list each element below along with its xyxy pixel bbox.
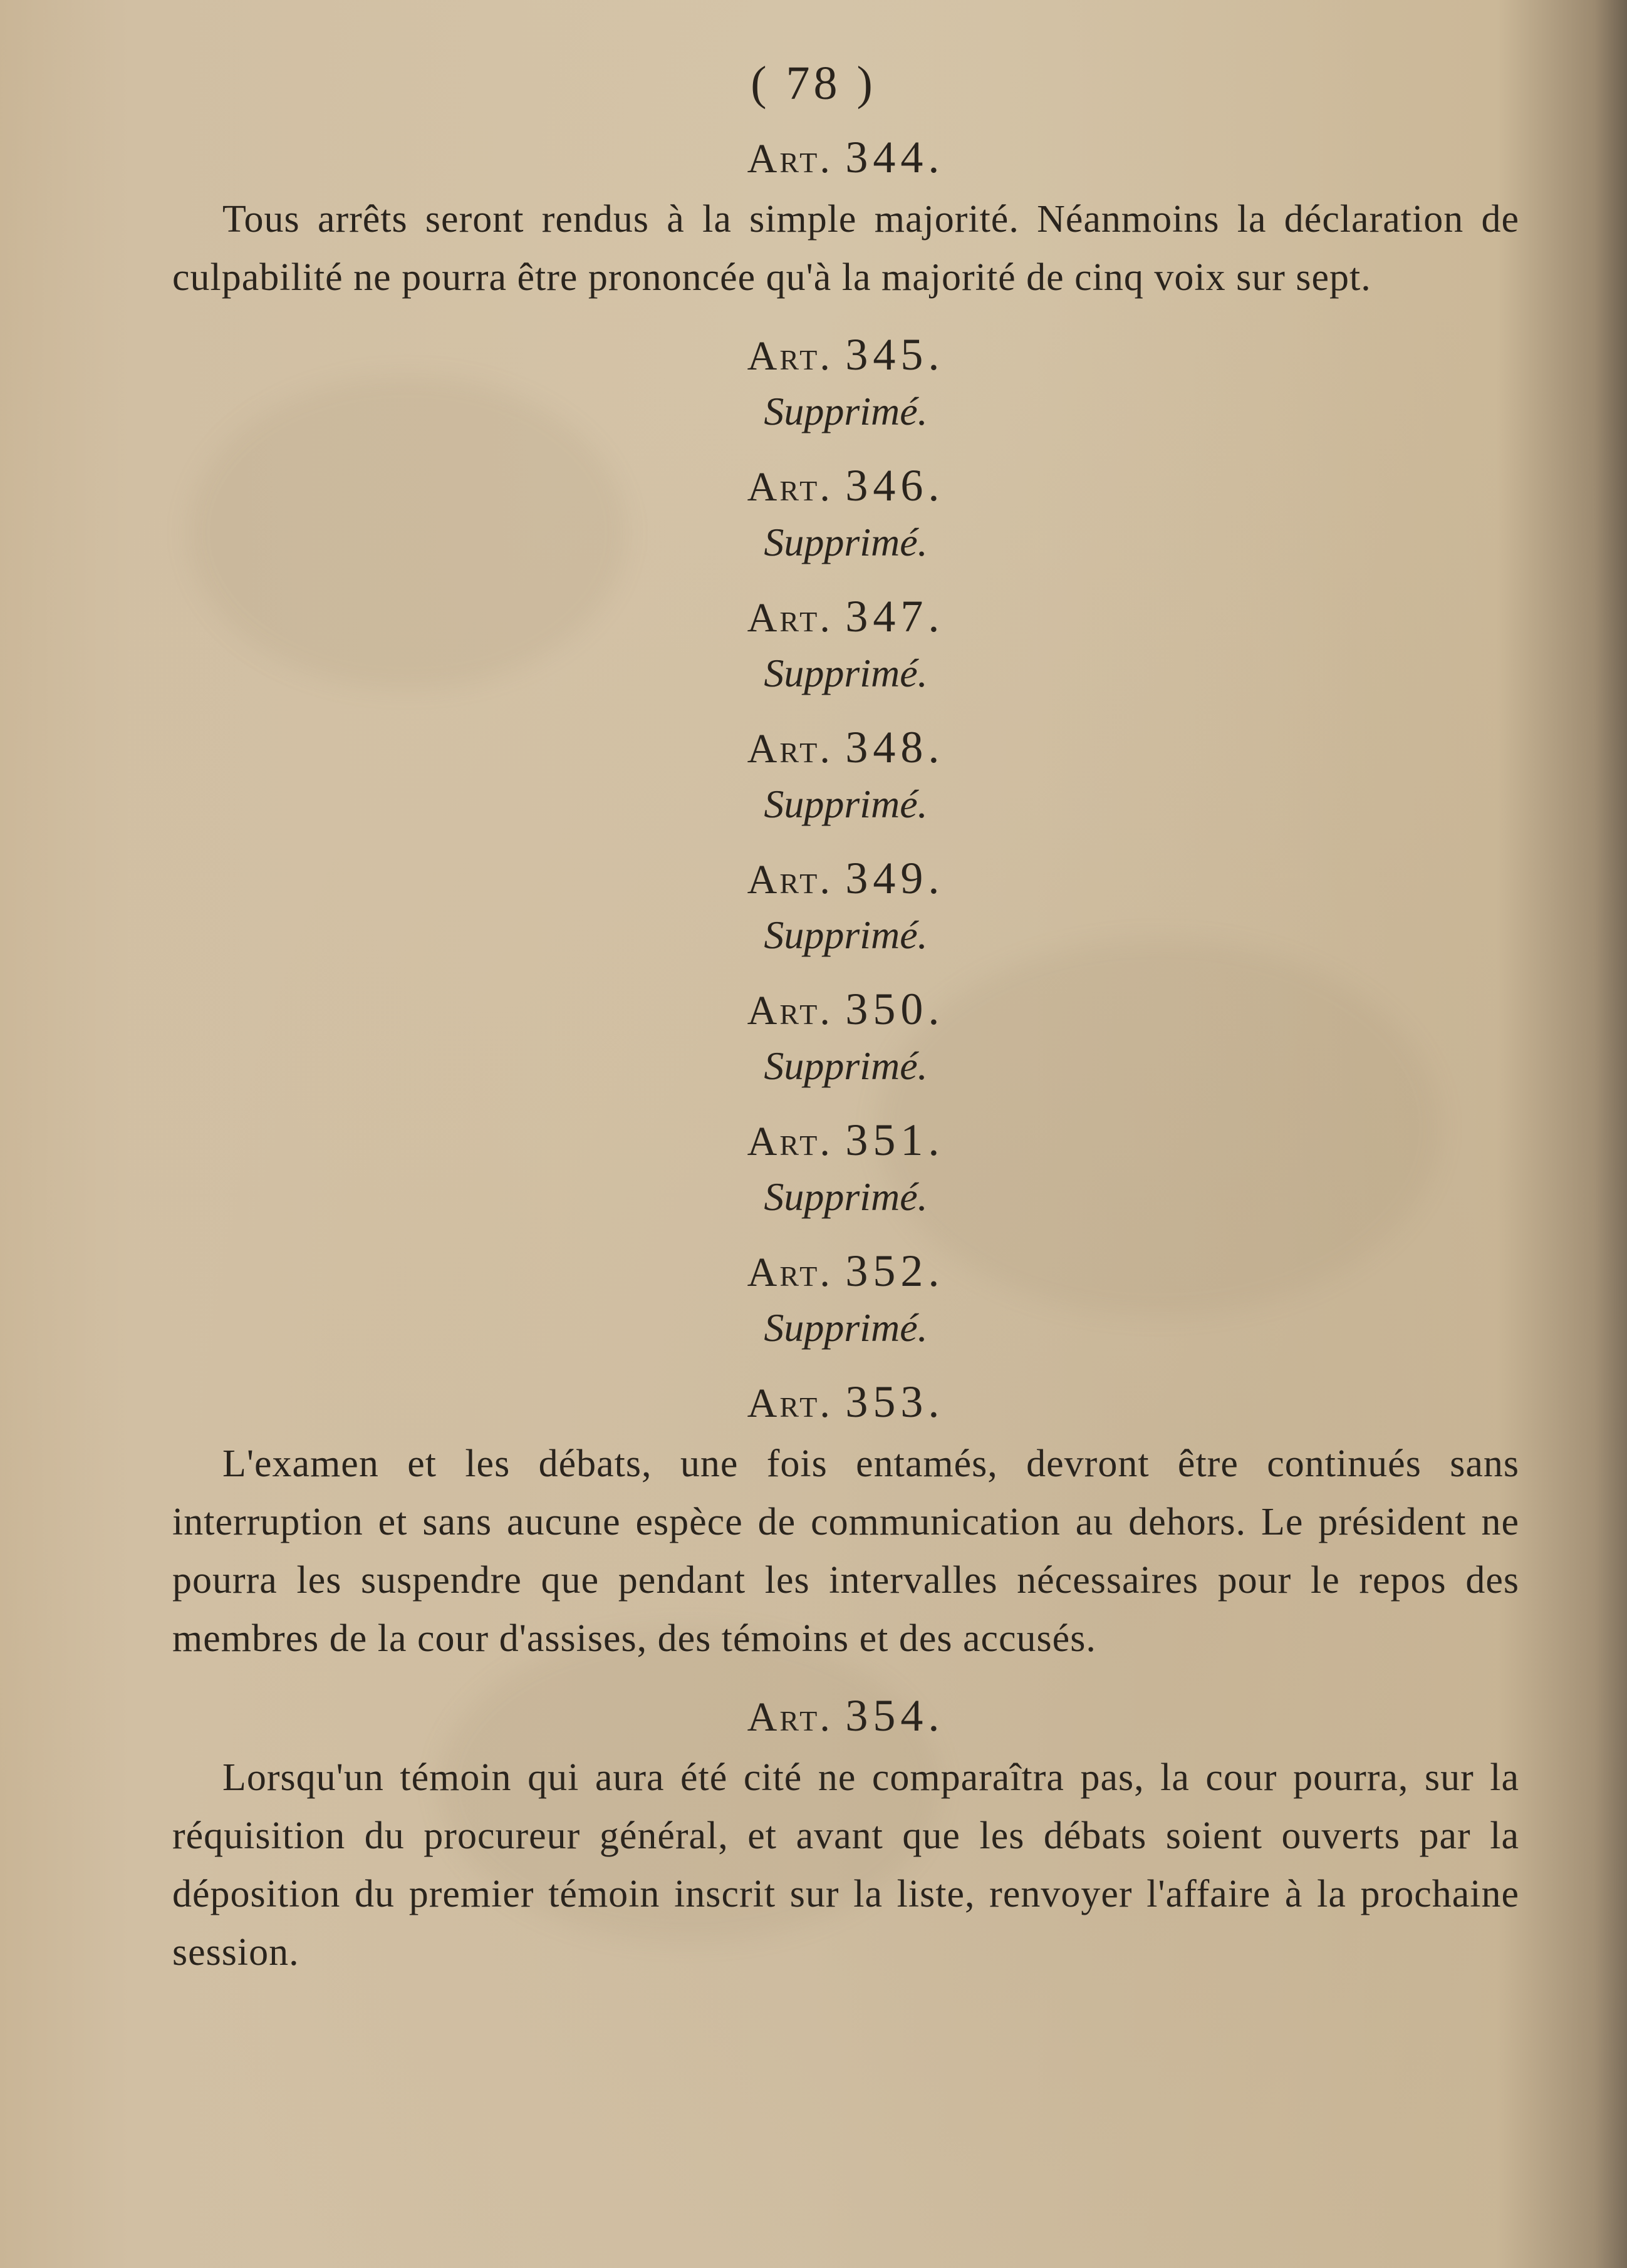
article-heading [172, 718, 1519, 778]
article-344 [172, 128, 1519, 307]
article-heading [172, 980, 1519, 1040]
article-heading [172, 1111, 1519, 1171]
article-label: Art. [747, 726, 833, 772]
article-heading [172, 128, 1519, 188]
article-label: Art. [747, 333, 833, 379]
article-status: Supprimé. [764, 1174, 928, 1219]
article-text: Tous arrêts seront rendus à la simple majorité. Néanmoins la déclaration de culpabilité ne pourra être prononcée qu'à la majorité de cinq voix sur sept. [172, 198, 1519, 299]
article-label: Art. [747, 857, 833, 903]
article-number: 344. [845, 132, 945, 182]
article-heading [172, 457, 1519, 516]
article-heading [172, 849, 1519, 909]
article-number: 351. [845, 1115, 945, 1165]
article-number: 354. [845, 1691, 945, 1741]
article-text: Lorsqu'un témoin qui aura été cité ne comparaîtra pas, la cour pourra, sur la réquisition du procureur général, et avant que les débats soient ouverts par la déposition du premier témoin inscrit sur la liste, renvoyer l'affaire à la prochaine session. [172, 1756, 1519, 1974]
article-number: 346. [845, 460, 945, 510]
article-label: Art. [747, 988, 833, 1033]
article-348 [172, 718, 1519, 831]
article-number: 345. [845, 329, 945, 380]
article-status: Supprimé. [764, 1043, 928, 1088]
article-number: 347. [845, 591, 945, 641]
article-number: 352. [845, 1246, 945, 1296]
article-350 [172, 980, 1519, 1092]
article-351 [172, 1111, 1519, 1223]
article-345 [172, 326, 1519, 438]
article-text: L'examen et les débats, une fois entamés, devront être continués sans interruption et sans aucune espèce de communication au dehors. Le président ne pourra les suspendre que pendant les intervalles nécessaires pour le repos des membres de la cour d'assises, des témoins et des accusés. [172, 1442, 1519, 1660]
article-label: Art. [747, 595, 833, 641]
article-label: Art. [747, 1380, 833, 1426]
article-346 [172, 457, 1519, 569]
document-body [172, 128, 1519, 2001]
article-label: Art. [747, 136, 833, 182]
article-number: 348. [845, 722, 945, 772]
article-status: Supprimé. [764, 520, 928, 564]
article-347 [172, 588, 1519, 700]
article-354 [172, 1687, 1519, 1982]
article-352 [172, 1242, 1519, 1354]
article-heading [172, 1242, 1519, 1302]
article-status: Supprimé. [764, 389, 928, 433]
article-label: Art. [747, 1119, 833, 1164]
article-353 [172, 1373, 1519, 1668]
article-label: Art. [747, 464, 833, 510]
article-label: Art. [747, 1694, 833, 1740]
article-number: 353. [845, 1377, 945, 1427]
article-status: Supprimé. [764, 913, 928, 957]
article-label: Art. [747, 1250, 833, 1295]
article-status: Supprimé. [764, 782, 928, 826]
page-number: ( 78 ) [751, 57, 876, 110]
article-status: Supprimé. [764, 651, 928, 695]
article-349 [172, 849, 1519, 961]
article-heading [172, 1687, 1519, 1746]
article-heading [172, 588, 1519, 647]
article-status: Supprimé. [764, 1305, 928, 1350]
article-number: 350. [845, 984, 945, 1034]
article-heading [172, 1373, 1519, 1432]
article-heading [172, 326, 1519, 385]
article-number: 349. [845, 853, 945, 903]
